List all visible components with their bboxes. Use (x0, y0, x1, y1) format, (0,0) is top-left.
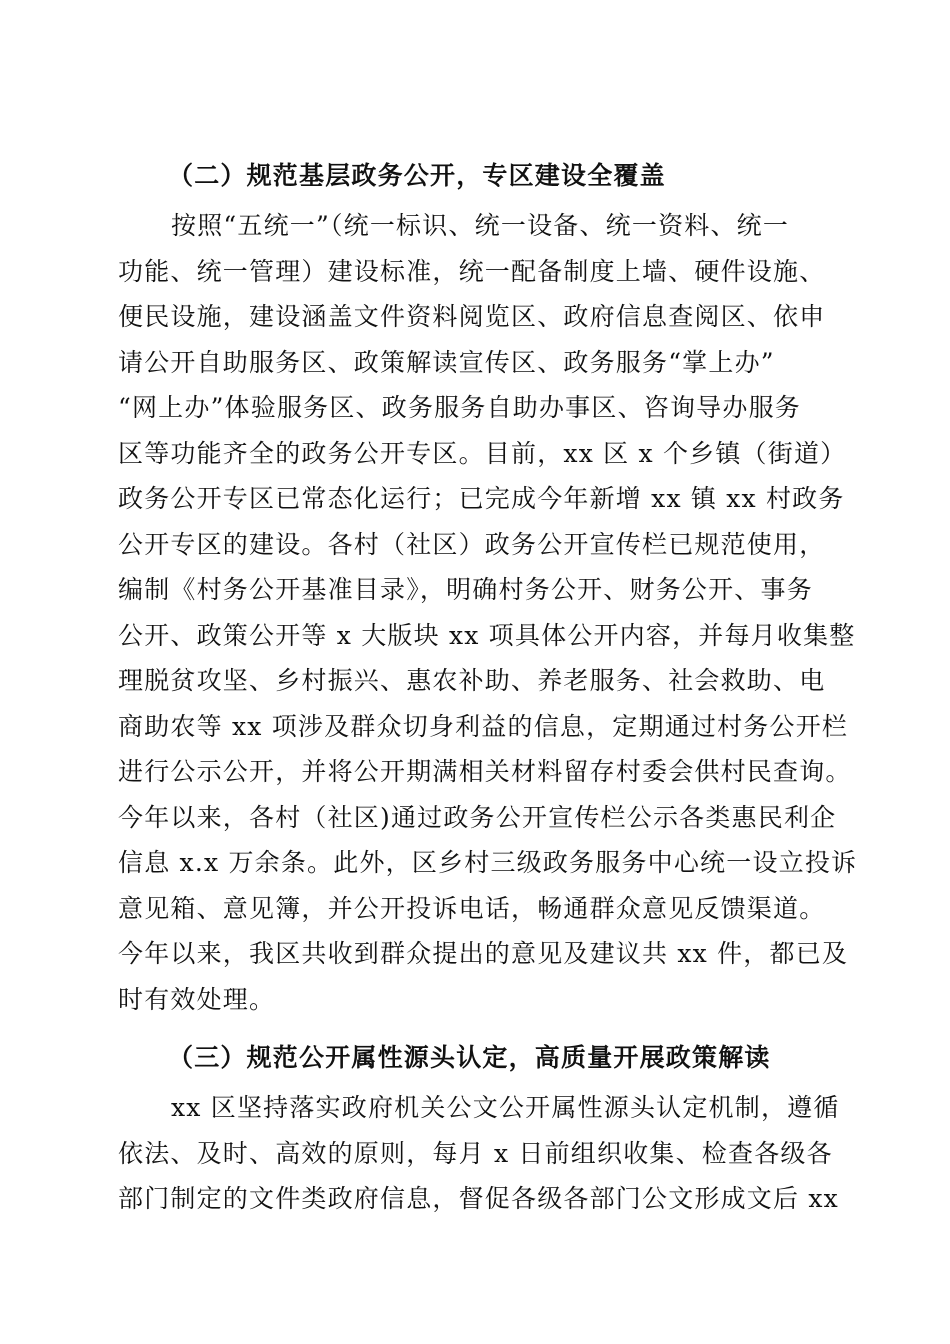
paragraph-line: 政务公开专区已常态化运行；已完成今年新增 xx 镇 xx 村政务 (118, 484, 845, 513)
paragraph-line: 意见箱、意见簿，并公开投诉电话，畅通群众意见反馈渠道。 (118, 893, 826, 923)
section-2-paragraph (118, 203, 858, 1022)
paragraph-line: “网上办”体验服务区、政务服务自助办事区、咨询导办服务 (118, 393, 801, 422)
paragraph-line: 商助农等 xx 项涉及群众切身利益的信息，定期通过村务公开栏 (118, 711, 849, 741)
paragraph-line: 依法、及时、高效的原则，每月 x 日前组织收集、检查各级各 (118, 1138, 833, 1168)
section-heading-3: （三）规范公开属性源头认定，高质量开展政策解读 (168, 1043, 771, 1072)
paragraph-line: 今年以来，我区共收到群众提出的意见及建议共 xx 件，都已及 (118, 939, 849, 968)
paragraph-line: 功能、统一管理）建设标准，统一配备制度上墙、硬件设施、 (118, 256, 826, 286)
paragraph-line: 编制《村务公开基准目录》，明确村务公开、财务公开、事务 (118, 575, 813, 604)
paragraph-line: 理脱贫攻坚、乡村振兴、惠农补助、养老服务、社会救助、电 (118, 666, 826, 695)
section-heading-2: （二）规范基层政务公开，专区建设全覆盖 (168, 161, 666, 190)
document-body (118, 148, 858, 1222)
paragraph-line: 区等功能齐全的政务公开专区。目前，xx 区 x 个乡镇（街道） (118, 438, 847, 468)
paragraph-line: 公开、政策公开等 x 大版块 xx 项具体公开内容，并每月收集整 (118, 620, 856, 650)
paragraph-line: 部门制定的文件类政府信息，督促各级各部门公文形成文后 xx (118, 1184, 839, 1213)
paragraph-line: 请公开自助服务区、政策解读宣传区、政务服务“掌上办” (118, 347, 775, 377)
paragraph-line: 按照“五统一”（统一标识、统一设备、统一资料、统一 (171, 211, 790, 240)
paragraph-line: 信息 x.x 万余条。此外，区乡村三级政务服务中心统一设立投诉 (118, 848, 858, 877)
paragraph-line: 时有效处理。 (118, 984, 276, 1014)
paragraph-line: xx 区坚持落实政府机关公文公开属性源头认定机制，遵循 (171, 1093, 840, 1122)
section-3-paragraph (118, 1085, 840, 1222)
paragraph-line: 今年以来，各村（社区)通过政务公开宣传栏公示各类惠民利企 (118, 802, 837, 832)
paragraph-line: 进行公示公开，并将公开期满相关材料留存村委会供村民查询。 (118, 757, 852, 786)
paragraph-line: 公开专区的建设。各村（社区）政务公开宣传栏已规范使用， (118, 529, 826, 559)
paragraph-line: 便民设施，建设涵盖文件资料阅览区、政府信息查阅区、依申 (118, 302, 826, 331)
